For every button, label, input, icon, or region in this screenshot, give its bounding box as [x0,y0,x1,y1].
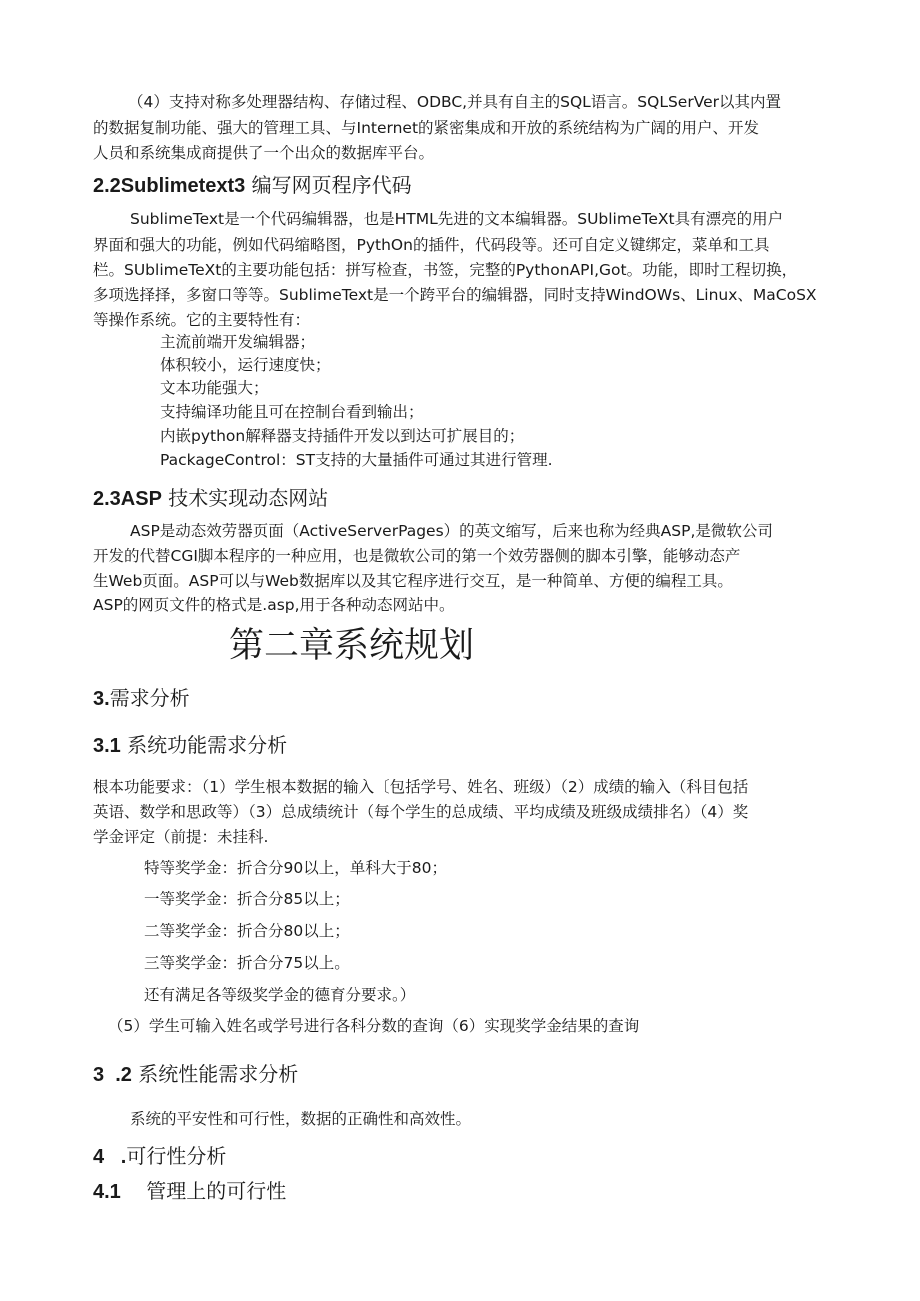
heading-4 [93,1141,226,1172]
feature-item: 文本功能强大； [160,379,269,397]
heading-2-3-number: 2.3ASP [93,488,162,510]
heading-4-1-title: 管理上的可行性 [120,1179,287,1203]
sql-paragraph-line-2: 的数据复制功能、强大的管理工具、与Internet的紧密集成和开放的系统结构为广阔的用户、开发 [93,119,760,137]
award-item: 一等奖学金：折合分85以上； [144,890,350,908]
requirements-line-2: 英语、数学和思政等）（3）总成绩统计（每个学生的总成绩、平均成绩及班级成绩排名）（4）奖 [93,803,749,821]
feature-item: 支持编译功能且可在控制台看到输出； [160,403,424,421]
requirements-line-3: 学金评定（前提：未挂科. [93,828,269,846]
heading-3-title: 需求分析 [109,686,190,710]
heading-2-2-title: 编写网页程序代码 [245,173,412,197]
requirements-line-1: 根本功能要求：（1）学生根本数据的输入〔包括学号、姓名、班级）（2）成绩的输入（科目包括 [93,778,749,796]
heading-4-title: 可行性分析 [126,1144,227,1168]
feature-item: PackageControl：ST支持的大量插件可通过其进行管理. [160,451,553,469]
sql-paragraph-line-1: （4）支持对称多处理器结构、存储过程、ODBC,并具有自主的SQL语言。SQLSerVer以其内置 [128,93,782,111]
asp-paragraph-line-4: ASP的网页文件的格式是.asp,用于各种动态网站中。 [93,596,455,614]
chapter-title: 第二章系统规划 [229,626,475,666]
sql-paragraph-line-3: 人员和系统集成商提供了一个出众的数据库平台。 [93,144,435,162]
heading-3-2-number: 3 .2 [93,1064,132,1086]
performance-text: 系统的平安性和可行性，数据的正确性和高效性。 [130,1110,472,1128]
heading-3-1-number: 3.1 [93,735,121,757]
heading-3-1-title: 系统功能需求分析 [120,733,288,757]
heading-2-2 [93,170,412,201]
sublime-paragraph-line-4: 多项选择择，多窗口等等。SublimeText是一个跨平台的编辑器，同时支持WindOWs、Linux、MaCoSX [93,286,817,304]
heading-3-2 [93,1059,298,1090]
feature-item: 主流前端开发编辑器； [160,333,316,351]
award-item: 二等奖学金：折合分80以上； [144,922,350,940]
heading-3-2-title: 系统性能需求分析 [131,1062,299,1086]
sublime-paragraph-line-3: 栏。SUblimeTeXt的主要功能包括：拼写检查，书签，完整的PythonAPI,Got。功能，即时工程切换， [93,261,798,279]
heading-2-3-title: 技术实现动态网站 [161,486,329,510]
asp-paragraph-line-2: 开发的代替CGI脚本程序的一种应用，也是微软公司的第一个效劳器侧的脚本引擎，能够动态产 [93,547,741,565]
sublime-paragraph-line-2: 界面和强大的功能，例如代码缩略图，PythOn的插件，代码段等。还可自定义键绑定，菜单和工具 [93,236,770,254]
heading-2-2-number: 2.2Sublimetext3 [93,175,246,197]
asp-paragraph-line-3: 生Web页面。ASP可以与Web数据库以及其它程序进行交互，是一种简单、方便的编程工具。 [93,572,733,590]
heading-3-number: 3. [93,688,110,710]
heading-4-1-number: 4.1 [93,1181,121,1203]
sublime-paragraph-line-5: 等操作系统。它的主要特性有： [93,311,311,329]
asp-paragraph-line-1: ASP是动态效劳器页面（ActiveServerPages）的英文缩写，后来也称为经典ASP,是微软公司 [130,522,773,540]
award-item: 特等奖学金：折合分90以上，单科大于80； [144,859,447,877]
heading-2-3 [93,483,328,514]
award-item: 还有满足各等级奖学金的德育分要求。） [144,986,416,1004]
heading-3 [93,683,190,714]
sublime-paragraph-line-1: SublimeText是一个代码编辑器，也是HTML先进的文本编辑器。SUblimeTeXt具有漂亮的用户 [130,210,784,228]
feature-item: 体积较小，运行速度快； [160,356,331,374]
query-requirements-line: （5）学生可输入姓名或学号进行各科分数的查询（6）实现奖学金结果的查询 [108,1017,640,1035]
heading-4-number: 4 . [93,1146,127,1168]
feature-item: 内嵌python解释器支持插件开发以到达可扩展目的； [160,427,525,445]
award-item: 三等奖学金：折合分75以上。 [144,954,350,972]
heading-3-1 [93,730,287,761]
heading-4-1 [93,1176,286,1207]
